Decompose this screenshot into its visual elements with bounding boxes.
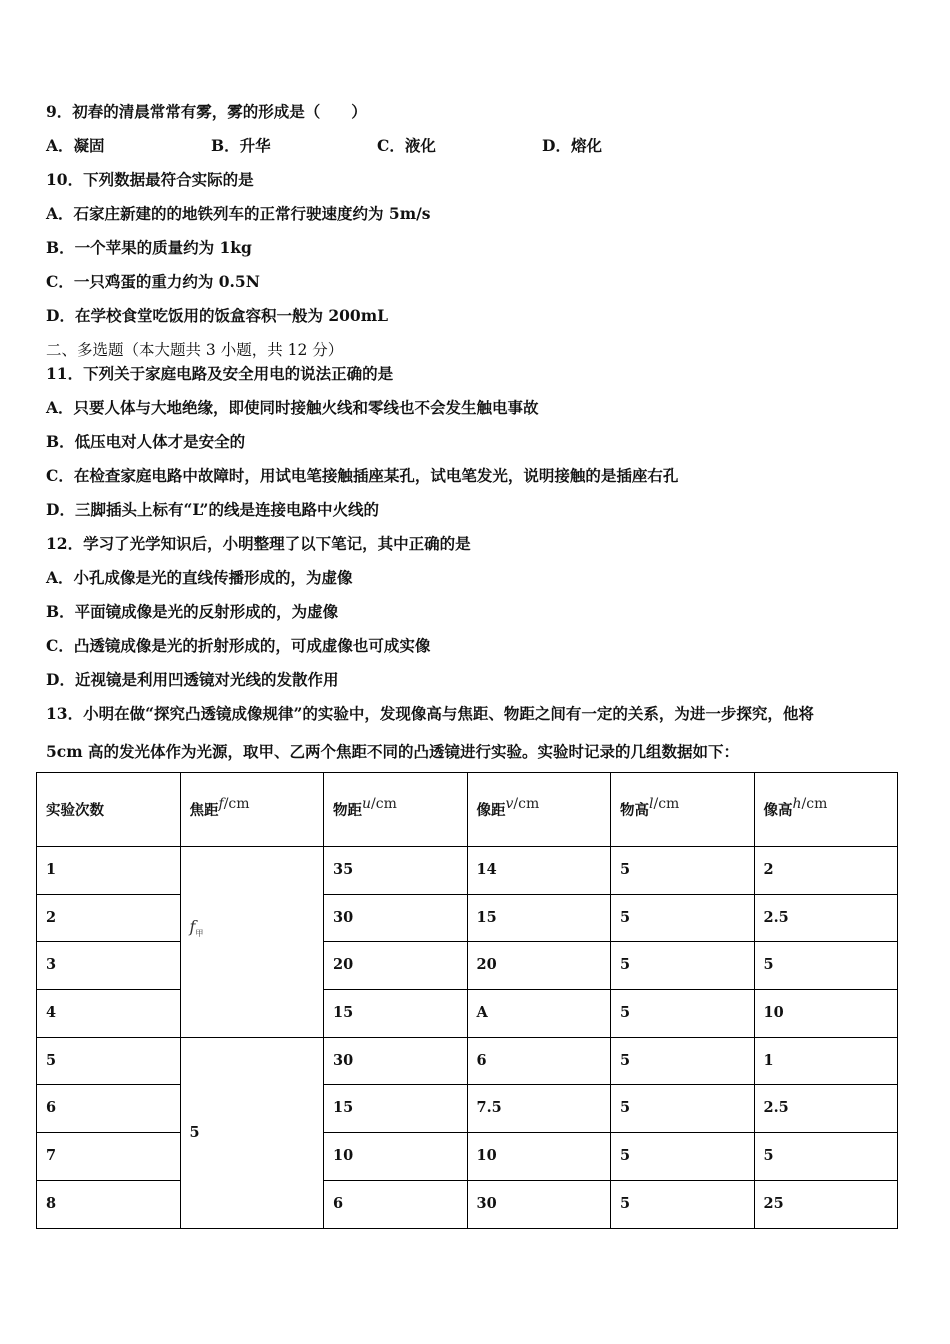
header-image-distance: 像距v/cm [467,773,611,847]
cell-image-distance: 15 [467,894,611,942]
cell-focal-lens-a: $f_甲$ [180,847,324,1038]
cell-object-height: 5 [611,990,755,1038]
table-row [37,894,898,942]
q10-option-c: C．一只鸡蛋的重力约为 0.5N [46,272,260,291]
cell-image-height: 10 [754,990,898,1038]
table-row [37,942,898,990]
q12-option-a: A．小孔成像是光的直线传播形成的，为虚像 [46,568,353,587]
cell-object-height: 5 [611,847,755,895]
experiment-table [36,772,898,1229]
cell-object-distance: 30 [324,894,468,942]
cell-trial: 3 [37,942,181,990]
q9-stem: 9．初春的清晨常常有雾，雾的形成是（ ） [46,102,367,121]
q11-option-d: D．三脚插头上标有“L”的线是连接电路中火线的 [46,500,379,519]
header-trial: 实验次数 [37,773,181,847]
cell-image-distance: 7.5 [467,1085,611,1133]
q12-option-c: C．凸透镜成像是光的折射形成的，可成虚像也可成实像 [46,636,431,655]
q12-option-d: D．近视镜是利用凹透镜对光线的发散作用 [46,670,339,689]
cell-focal-lens-b: 5 [180,1037,324,1228]
cell-trial: 1 [37,847,181,895]
cell-object-distance: 10 [324,1133,468,1181]
q10-option-d: D．在学校食堂吃饭用的饭盒容积一般为 200mL [46,306,388,325]
q13-text-line2: 5cm 高的发光体作为光源，取甲、乙两个焦距不同的凸透镜进行实验。实验时记录的几组数据如下： [46,742,740,761]
q10-option-a: A．石家庄新建的的地铁列车的正常行驶速度约为 5m/s [46,204,431,223]
cell-object-distance: 20 [324,942,468,990]
cell-image-height: 5 [754,1133,898,1181]
cell-object-height: 5 [611,942,755,990]
cell-object-height: 5 [611,1133,755,1181]
q11-stem: 11．下列关于家庭电路及安全用电的说法正确的是 [46,364,394,383]
cell-trial: 2 [37,894,181,942]
header-focal-length: 焦距f/cm [180,773,324,847]
cell-trial: 5 [37,1037,181,1085]
cell-object-height: 5 [611,1037,755,1085]
cell-image-distance: 6 [467,1037,611,1085]
q13-text-line1: 13．小明在做“探究凸透镜成像规律”的实验中，发现像高与焦距、物距之间有一定的关系，为进一步探究，他将 [46,704,814,723]
cell-object-distance: 30 [324,1037,468,1085]
cell-trial: 6 [37,1085,181,1133]
cell-object-distance: 35 [324,847,468,895]
cell-image-distance: 14 [467,847,611,895]
table-header-row [37,773,898,847]
cell-image-distance: 10 [467,1133,611,1181]
header-image-height: 像高h/cm [754,773,898,847]
table-row [37,990,898,1038]
cell-image-height: 5 [754,942,898,990]
header-object-distance: 物距u/cm [324,773,468,847]
table-row [37,1085,898,1133]
cell-image-distance: A [467,990,611,1038]
cell-image-distance: 20 [467,942,611,990]
cell-object-height: 5 [611,1085,755,1133]
cell-object-distance: 15 [324,990,468,1038]
q10-option-b: B．一个苹果的质量约为 1kg [46,238,252,257]
section-heading: 二、多选题（本大题共 3 小题，共 12 分） [46,341,344,359]
cell-image-height: 2.5 [754,1085,898,1133]
header-object-height: 物高l/cm [611,773,755,847]
cell-object-distance: 6 [324,1180,468,1228]
table-row [37,1180,898,1228]
q11-option-b: B．低压电对人体才是安全的 [46,432,246,451]
q12-option-b: B．平面镜成像是光的反射形成的，为虚像 [46,602,339,621]
cell-object-height: 5 [611,1180,755,1228]
table-row [37,1133,898,1181]
cell-trial: 7 [37,1133,181,1181]
q12-stem: 12．学习了光学知识后，小明整理了以下笔记，其中正确的是 [46,534,471,553]
table-row [37,847,898,895]
q11-option-c: C．在检查家庭电路中故障时，用试电笔接触插座某孔，试电笔发光，说明接触的是插座右孔 [46,466,679,485]
cell-object-distance: 15 [324,1085,468,1133]
q11-option-a: A．只要人体与大地绝缘，即使同时接触火线和零线也不会发生触电事故 [46,398,539,417]
cell-trial: 8 [37,1180,181,1228]
q9-option-a: A．凝固 [46,136,105,155]
cell-image-height: 2.5 [754,894,898,942]
cell-image-height: 2 [754,847,898,895]
table-row [37,1037,898,1085]
cell-trial: 4 [37,990,181,1038]
q10-stem: 10．下列数据最符合实际的是 [46,170,254,189]
q9-option-b: B．升华 [211,136,271,155]
q9-option-d: D．熔化 [542,136,602,155]
cell-image-height: 1 [754,1037,898,1085]
cell-image-height: 25 [754,1180,898,1228]
cell-image-distance: 30 [467,1180,611,1228]
q9-option-c: C．液化 [377,136,436,155]
cell-object-height: 5 [611,894,755,942]
